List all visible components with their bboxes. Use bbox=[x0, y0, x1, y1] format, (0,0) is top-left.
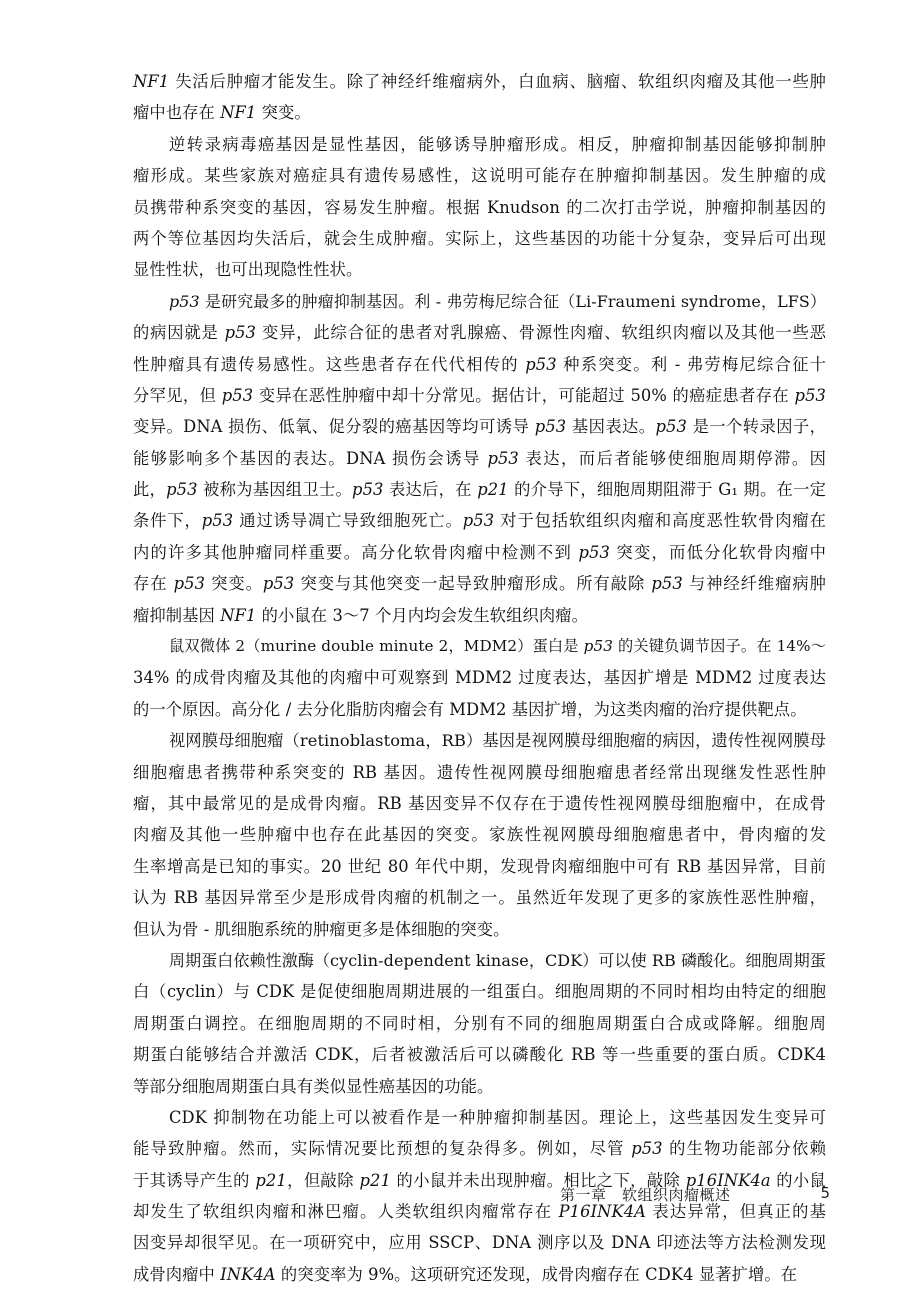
page-number: 5 bbox=[820, 1184, 830, 1202]
text-line: 等部分细胞周期蛋白具有类似显性癌基因的功能。 bbox=[133, 1076, 494, 1096]
text-line: NF1 失活后肿瘤才能发生。除了神经纤维瘤病外，白血病、脑瘤、软组织肉瘤及其他一些肿 bbox=[133, 72, 826, 91]
text-line: 瘤中也存在 NF1 突变。 bbox=[133, 103, 311, 123]
paragraph bbox=[133, 286, 826, 631]
text-line: 能够影响多个基因的表达。DNA 损伤会诱导 p53 表达，而后者能够使细胞周期停滞。因 bbox=[133, 448, 826, 468]
text-line: p53 是研究最多的肿瘤抑制基因。利 - 弗劳梅尼综合征（Li-Fraumeni syndrome，LFS） bbox=[169, 291, 826, 311]
text-line: 视网膜母细胞瘤（retinoblastoma，RB）基因是视网膜母细胞瘤的病因，遗传性视网膜母 bbox=[169, 731, 826, 751]
text-line: 34% 的成骨肉瘤及其他的肉瘤中可观察到 MDM2 过度表达，基因扩增是 MDM2 过度表达 bbox=[133, 668, 826, 688]
text-line: 此，p53 被称为基因组卫士。p53 表达后，在 p21 的介导下，细胞周期阻滞于 G₁ 期。在一定 bbox=[133, 480, 827, 500]
text-line: 瘤，其中最常见的是成骨肉瘤。RB 基因变异不仅存在于遗传性视网膜母细胞瘤中，在成骨 bbox=[133, 793, 826, 813]
paragraph bbox=[133, 66, 826, 129]
text-line: 但认为骨 - 肌细胞系统的肿瘤更多是体细胞的突变。 bbox=[133, 919, 510, 939]
paragraph bbox=[133, 631, 826, 725]
page-body bbox=[133, 66, 826, 1290]
text-line: 周期蛋白依赖性激酶（cyclin-dependent kinase，CDK）可以使 RB 磷酸化。细胞周期蛋 bbox=[169, 950, 826, 970]
text-line: 成骨肉瘤中 INK4A 的突变率为 9%。这项研究还发现，成骨肉瘤存在 CDK4 显著扩增。在 bbox=[133, 1264, 798, 1284]
footer-chapter-title: 第一章 软组织肉瘤概述 bbox=[560, 1186, 731, 1204]
text-line: CDK 抑制物在功能上可以被看作是一种肿瘤抑制基因。理论上，这些基因发生变异可 bbox=[169, 1107, 826, 1127]
page-footer bbox=[560, 1184, 830, 1208]
text-line: 显性性状，也可出现隐性性状。 bbox=[133, 260, 363, 280]
text-line: 逆转录病毒癌基因是显性基因，能够诱导肿瘤形成。相反，肿瘤抑制基因能够抑制肿 bbox=[169, 134, 826, 154]
text-line: 条件下，p53 通过诱导凋亡导致细胞死亡。p53 对于包括软组织肉瘤和高度恶性软骨肉瘤在 bbox=[133, 511, 826, 531]
text-line: 瘤抑制基因 NF1 的小鼠在 3～7 个月内均会发生软组织肉瘤。 bbox=[133, 605, 588, 625]
text-line: 生率增高是已知的事实。20 世纪 80 年代中期，发现骨肉瘤细胞中可有 RB 基因异常，目前 bbox=[133, 856, 826, 876]
paragraph bbox=[133, 725, 826, 945]
paragraph bbox=[133, 945, 826, 1102]
text-line: 能导致肿瘤。然而，实际情况要比预想的复杂得多。例如，尽管 p53 的生物功能部分依赖 bbox=[133, 1139, 826, 1159]
text-line: 员携带种系突变的基因，容易发生肿瘤。根据 Knudson 的二次打击学说，肿瘤抑制基因的 bbox=[133, 197, 826, 217]
text-line: 存在 p53 突变。p53 突变与其他突变一起导致肿瘤形成。所有敲除 p53 与神经纤维瘤病肿 bbox=[133, 574, 826, 594]
text-line: 于其诱导产生的 p21，但敲除 p21 的小鼠并未出现肿瘤。相比之下，敲除 p16INK4a 的小鼠 bbox=[133, 1170, 826, 1190]
text-line: 却发生了软组织肉瘤和淋巴瘤。人类软组织肉瘤常存在 P16INK4A 表达异常，但真正的基 bbox=[133, 1202, 826, 1222]
text-line: 内的许多其他肿瘤同样重要。高分化软骨肉瘤中检测不到 p53 突变，而低分化软骨肉瘤中 bbox=[133, 542, 826, 562]
text-line: 分罕见，但 p53 变异在恶性肿瘤中却十分常见。据估计，可能超过 50% 的癌症患者存在 p53 bbox=[133, 385, 826, 405]
text-line: 周期蛋白调控。在细胞周期的不同时相，分别有不同的细胞周期蛋白合成或降解。细胞周 bbox=[133, 1013, 826, 1033]
text-line: 肉瘤及其他一些肿瘤中也存在此基因的突变。家族性视网膜母细胞瘤患者中，骨肉瘤的发 bbox=[133, 825, 826, 845]
text-line: 两个等位基因均失活后，就会生成肿瘤。实际上，这些基因的功能十分复杂，变异后可出现 bbox=[133, 228, 826, 248]
text-line: 瘤形成。某些家族对癌症具有遗传易感性，这说明可能存在肿瘤抑制基因。发生肿瘤的成 bbox=[133, 166, 826, 186]
text-line: 细胞瘤患者携带种系突变的 RB 基因。遗传性视网膜母细胞瘤患者经常出现继发性恶性肿 bbox=[133, 762, 826, 782]
text-line: 鼠双微体 2（murine double minute 2，MDM2）蛋白是 p53 的关键负调节因子。在 14%～ bbox=[169, 637, 826, 656]
text-line: 性肿瘤具有遗传易感性。这些患者存在代代相传的 p53 种系突变。利 - 弗劳梅尼综合征十 bbox=[133, 354, 826, 374]
text-line: 的一个原因。高分化 / 去分化脂肪肉瘤会有 MDM2 基因扩增，为这类肉瘤的治疗提供靶点。 bbox=[133, 699, 807, 719]
paragraph bbox=[133, 129, 826, 286]
text-line: 白（cyclin）与 CDK 是促使细胞周期进展的一组蛋白。细胞周期的不同时相均由特定的细胞 bbox=[133, 982, 826, 1002]
text-line: 期蛋白能够结合并激活 CDK，后者被激活后可以磷酸化 RB 等一些重要的蛋白质。CDK4 bbox=[133, 1045, 826, 1065]
text-line: 的病因就是 p53 变异，此综合征的患者对乳腺癌、骨源性肉瘤、软组织肉瘤以及其他一些恶 bbox=[133, 323, 826, 343]
text-line: 因变异却很罕见。在一项研究中，应用 SSCP、DNA 测序以及 DNA 印迹法等方法检测发现 bbox=[133, 1233, 826, 1253]
text-line: 变异。DNA 损伤、低氧、促分裂的癌基因等均可诱导 p53 基因表达。p53 是一个转录因子， bbox=[133, 417, 827, 437]
text-line: 认为 RB 基因异常至少是形成骨肉瘤的机制之一。虽然近年发现了更多的家族性恶性肿瘤， bbox=[133, 888, 826, 908]
